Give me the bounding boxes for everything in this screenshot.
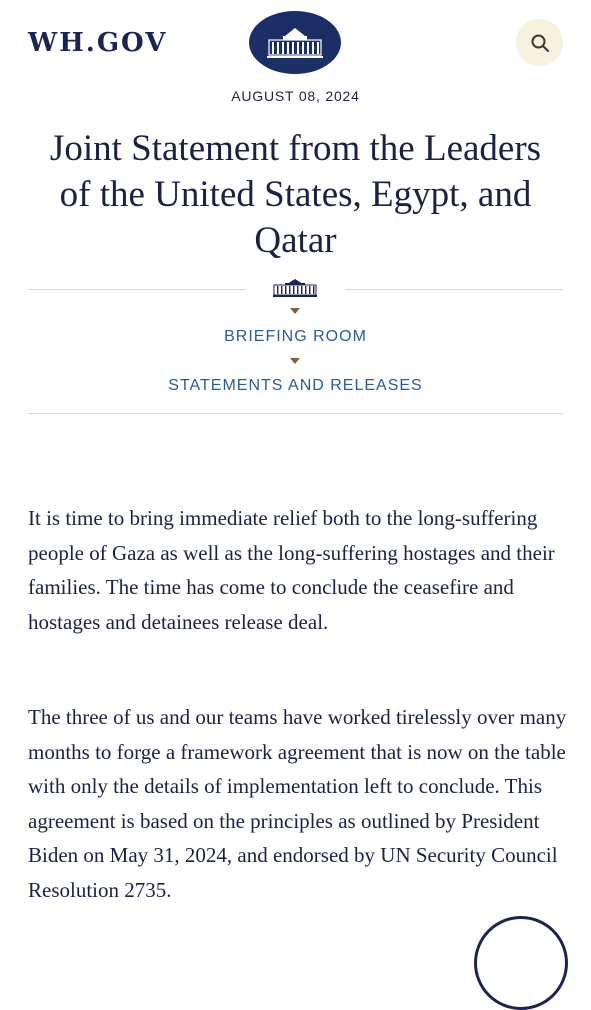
chevron-down-icon bbox=[290, 308, 300, 314]
search-icon bbox=[530, 33, 550, 53]
floating-action-button[interactable] bbox=[474, 916, 568, 1010]
white-house-seal-icon[interactable] bbox=[249, 11, 341, 74]
chevron-down-icon bbox=[290, 358, 300, 364]
title-divider-left bbox=[28, 289, 246, 290]
page-title: Joint Statement from the Leaders of the United States, Egypt, and Qatar bbox=[49, 128, 542, 261]
site-logo[interactable]: WH.GOV bbox=[28, 28, 168, 58]
article-paragraph: It is time to bring immediate relief both to the long-suffering people of Gaza as well as the long-suffering hostages and their families. The time has come to conclude the ceasefire and hostages and detainees release deal. bbox=[28, 506, 555, 634]
title-divider-right bbox=[345, 289, 563, 290]
breadcrumb-briefing-room[interactable]: BRIEFING ROOM bbox=[224, 328, 367, 345]
site-header bbox=[0, 0, 591, 85]
breadcrumb-statements-and-releases[interactable]: STATEMENTS AND RELEASES bbox=[168, 377, 423, 394]
white-house-icon bbox=[271, 278, 319, 298]
white-house-seal-graphic bbox=[263, 26, 327, 60]
article-paragraph: The three of us and our teams have worked tirelessly over many months to forge a framework agreement that is now on the table with only the details of implementation left to conclude. This agreement is based on the principles as outlined by President Biden on May 31, 2024, and endorsed by UN Security Council Resolution 2735. bbox=[28, 705, 567, 902]
article-date: AUGUST 08, 2024 bbox=[231, 88, 360, 104]
search-button[interactable] bbox=[516, 19, 563, 66]
section-divider bbox=[28, 413, 563, 414]
